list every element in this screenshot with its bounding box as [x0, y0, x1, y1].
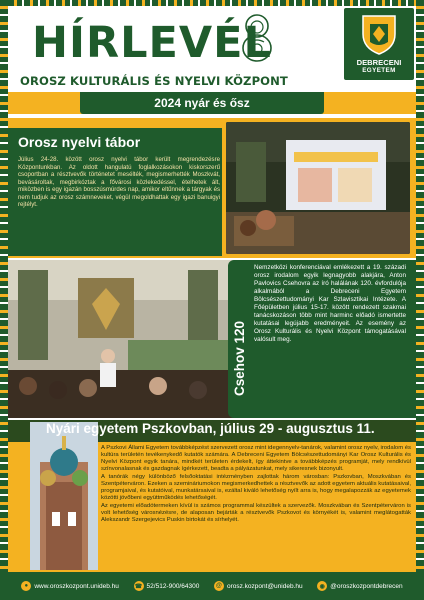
newsletter-header — [10, 8, 414, 90]
top-folk-border — [8, 0, 416, 6]
footer-website[interactable] — [21, 581, 119, 591]
newsletter-title: HÍRLEVÉL — [32, 18, 272, 68]
chekhov-panel — [228, 260, 416, 418]
camp-text: Július 24-28. között orosz nyelvi tábor került megrendezésre Központunkban. Az oldott hangulatú foglalkozásokon kiskorszerű csoportban a résztvevők történetet mesélték, megismerhették Moszkvát, bevásároltak, megbirkóztak a fővárosi közlekedéssel, ételhetek ált, miközben is egy igazán bosszúsmúrdes nap, amikor eltűnnek a tárgyak és nem tudjuk az orosz számneveket, végül megoldhattak egy igazi banuigyi rejtélyt. — [18, 156, 220, 208]
church-photo — [30, 422, 98, 570]
newsletter-subtitle: OROSZ KULTURÁLIS ÉS NYELVI KÖZPONT — [20, 74, 288, 88]
chekhov-title: Csehov 120 — [232, 320, 247, 396]
camp-photo — [226, 122, 410, 254]
mail-icon: @ — [214, 581, 224, 591]
summer-title: Nyári egyetem Pszkovban, július 29 - augusztus 11. — [46, 421, 375, 436]
footer-social[interactable] — [317, 581, 402, 591]
email-link[interactable]: orosz.kozpont@unideb.hu — [226, 582, 303, 590]
phone-icon: ☎ — [134, 581, 144, 591]
summer-text — [101, 445, 411, 525]
footer — [0, 572, 424, 600]
phone-number: 52/512-900/64300 — [146, 582, 200, 590]
matryoshka-icon — [240, 12, 274, 62]
camp-text-panel — [8, 128, 222, 256]
logo-name: DEBRECENI — [356, 58, 402, 67]
social-link[interactable]: @oroszkozpontdebrecen — [330, 582, 403, 590]
right-folk-border — [416, 0, 424, 600]
social-icon: ◉ — [317, 581, 327, 591]
university-shield-icon — [359, 12, 399, 56]
camp-section — [8, 118, 416, 258]
university-logo — [344, 8, 414, 80]
website-link[interactable]: www.oroszkozpont.unideb.hu — [34, 582, 119, 590]
conference-photo — [8, 260, 236, 418]
chekhov-text: Nemzetközi konferenciával emlékezett a 19. századi orosz irodalom egyik legnagyobb alakjára, Anton Pavlovics Csehovra az író halálának 120. évfordulója alkalmából a Debreceni Egyetem Bölcsészettudományi Kar Szlavisztikai Intézete. A Főépületben július 15-17. között rendezett szakmai tanácskozáson több mint harminc előadó ismertette kutatásai legújabb eredményeit. Az esemény az Orosz Kulturális és Nyelvi Központ támogatásával valósult meg. — [254, 264, 406, 343]
globe-icon: ● — [21, 581, 31, 591]
summer-paragraph-1: A Pszkovi Állami Egyetem továbbképzést szervezett orosz mint idegennyelv-tanárok, valamint orosz nyelv, irodalom és kultúra területén tevékenykedő kutatók számára. A Debreceni Egyetem Bölcsészettudományi Kar Orosz Kulturális és Nyelvi Központ egyik tanára, mindkét területen érdekelt, így áttekintve a továbbképzés programját, mely rendkívül színvonalasnak és gazdagnak ígérkezett, beadta a pályázatunkat, mely sikeresnek bizonyult. — [101, 445, 411, 473]
summer-paragraph-2: A tanórák négy különböző felsőoktatási intézményben zajlottak három városban: Pszkovban, Moszkvában és Szentpéterváron. Ezeken a szemináriumokon megismerkedhettek a résztvevők az adott egyetem aktuális kutatásaival, programjaival, és kutatóival, munkatársaival is, ezáltal kiváló lehetőség nyílt arra is, hogy megalapozzák az egyetemek közötti jövőbeni együttműködés lehetőségét. — [101, 473, 411, 502]
camp-title: Orosz nyelvi tábor — [18, 134, 141, 150]
left-folk-border — [0, 0, 8, 600]
logo-sub: EGYETEM — [362, 67, 396, 74]
footer-email[interactable] — [214, 581, 303, 591]
season-label: 2024 nyár és ősz — [80, 92, 324, 114]
summer-paragraph-3: Az egyetemi előadótermeken kívül is számos programmal készültek a szervezők. Moszkvában és Szentpéterváron is volt lehetőség városnézésre, de alaposan bejárták a résztvevők Pszkovot és környékét is, valamint meglátogatták Alekszandr Szergejevics Puskin birtokát és sírhelyét. — [101, 502, 411, 523]
footer-phone — [134, 581, 200, 591]
